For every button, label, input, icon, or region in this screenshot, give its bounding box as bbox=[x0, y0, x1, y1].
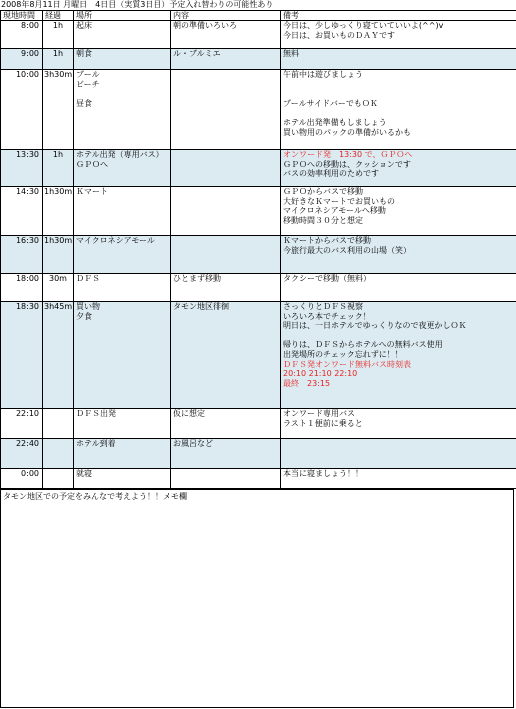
table-row bbox=[1, 274, 516, 302]
header-duration: 経過 bbox=[43, 11, 74, 21]
row-content: 仮に想定 bbox=[171, 409, 281, 439]
schedule-table bbox=[0, 10, 516, 489]
remarks-text: Ｋマートからバスで移動 今旅行最大のバス利用の山場（笑） bbox=[283, 236, 411, 255]
row-time: 13:30 bbox=[1, 150, 43, 187]
header-time: 現地時間 bbox=[1, 11, 43, 21]
page-title: 2008年8月11日 月曜日 4日目（実質3日目）予定入れ替わりの可能性あり bbox=[1, 0, 274, 9]
row-duration: 3h30m bbox=[43, 70, 74, 150]
row-time: 9:00 bbox=[1, 49, 43, 70]
remarks-text: タクシーで移動（無料） bbox=[283, 274, 371, 283]
row-remarks bbox=[281, 70, 516, 150]
row-duration bbox=[43, 439, 74, 469]
row-place: マイクロネシアモール bbox=[74, 236, 171, 274]
row-content: ル・ブルミエ bbox=[171, 49, 281, 70]
row-remarks bbox=[281, 302, 516, 409]
row-time: 18:30 bbox=[1, 302, 43, 409]
remarks-text: 午前中は遊びましょう プールサイドバーでもＯＫ ホテル出発準備もしましょう 買い物用のパックの準備がいるかも bbox=[283, 70, 411, 137]
row-time: 22:10 bbox=[1, 409, 43, 439]
remarks-red-text: オンワード発 13:30 で、ＧＰＯへ bbox=[283, 150, 413, 159]
header-remarks: 備考 bbox=[281, 11, 516, 21]
row-time: 16:30 bbox=[1, 236, 43, 274]
row-content bbox=[171, 187, 281, 236]
row-place: ＤＦＳ出発 bbox=[74, 409, 171, 439]
row-remarks bbox=[281, 49, 516, 70]
row-content: ひとまず移動 bbox=[171, 274, 281, 302]
row-time: 14:30 bbox=[1, 187, 43, 236]
row-content: タモン地区徘徊 bbox=[171, 302, 281, 409]
row-duration: 30m bbox=[43, 274, 74, 302]
row-content bbox=[171, 70, 281, 150]
row-remarks bbox=[281, 150, 516, 187]
table-row bbox=[1, 187, 516, 236]
row-duration: 3h45m bbox=[43, 302, 74, 409]
memo-area[interactable] bbox=[0, 489, 514, 708]
row-duration: 1h30m bbox=[43, 187, 74, 236]
remarks-text: 今日は、少しゆっくり寝ていていいよ(^^)v 今日は、お買いものＤＡＹです bbox=[283, 21, 444, 40]
row-place: Ｋマート bbox=[74, 187, 171, 236]
row-duration: 1h30m bbox=[43, 236, 74, 274]
table-row bbox=[1, 150, 516, 187]
row-duration: 1h bbox=[43, 21, 74, 49]
row-place: ＤＦＳ bbox=[74, 274, 171, 302]
row-place: 起床 bbox=[74, 21, 171, 49]
remarks-text: 無料 bbox=[283, 49, 299, 58]
memo-label: タモン地区での予定をみんなで考えよう！！メモ欄 bbox=[3, 492, 187, 501]
table-row bbox=[1, 469, 516, 489]
row-time: 10:00 bbox=[1, 70, 43, 150]
table-row bbox=[1, 70, 516, 150]
row-duration bbox=[43, 469, 74, 489]
row-duration: 1h bbox=[43, 49, 74, 70]
row-remarks bbox=[281, 469, 516, 489]
row-remarks bbox=[281, 409, 516, 439]
header-content: 内容 bbox=[171, 11, 281, 21]
table-row bbox=[1, 49, 516, 70]
row-remarks bbox=[281, 439, 516, 469]
row-place: プール ビーチ 昼食 bbox=[74, 70, 171, 150]
remarks-text: ＧＰＯからバスで移動 大好きなＫマートでお買いもの マイクロネシアモールへ移動 移動時間３０分と想定 bbox=[283, 187, 395, 225]
row-time: 18:00 bbox=[1, 274, 43, 302]
row-place: 朝食 bbox=[74, 49, 171, 70]
row-content bbox=[171, 236, 281, 274]
row-time: 0:00 bbox=[1, 469, 43, 489]
row-remarks bbox=[281, 21, 516, 49]
table-row bbox=[1, 302, 516, 409]
row-place: 買い物 夕食 bbox=[74, 302, 171, 409]
row-place: ホテル出発（専用バス）ＧＰＯへ bbox=[74, 150, 171, 187]
table-header-row bbox=[1, 11, 516, 21]
table-row bbox=[1, 409, 516, 439]
remarks-text: さっくりとＤＦＳ視察 いろいろ本でチェック！ 明日は、一日ホテルでゆっくりなので夜更かしＯＫ 帰りは、ＤＦＳからホテルへの無料バス使用 出発場所のチェック忘れずに！！ bbox=[283, 302, 467, 359]
row-place: 就寝 bbox=[74, 469, 171, 489]
row-remarks bbox=[281, 187, 516, 236]
row-content bbox=[171, 150, 281, 187]
table-row bbox=[1, 236, 516, 274]
row-content: お風呂など bbox=[171, 439, 281, 469]
remarks-red-text: ＤＦＳ発オンワード無料バス時刻表 20:10 21:10 22:10 最終 23:15 bbox=[283, 359, 411, 388]
row-time: 8:00 bbox=[1, 21, 43, 49]
table-row bbox=[1, 439, 516, 469]
remarks-text: 本当に寝ましょう！！ bbox=[283, 469, 363, 478]
row-time: 22:40 bbox=[1, 439, 43, 469]
row-content: 朝の準備いろいろ bbox=[171, 21, 281, 49]
row-content bbox=[171, 469, 281, 489]
row-remarks bbox=[281, 236, 516, 274]
row-place: ホテル到着 bbox=[74, 439, 171, 469]
row-duration: 1h bbox=[43, 150, 74, 187]
table-row bbox=[1, 21, 516, 49]
remarks-text: ＧＰＯへの移動は、クッションです バスの効率利用のためです bbox=[283, 159, 411, 179]
header-place: 場所 bbox=[74, 11, 171, 21]
row-remarks bbox=[281, 274, 516, 302]
row-duration bbox=[43, 409, 74, 439]
remarks-text: オンワード専用バス ラスト１便前に乗ると bbox=[283, 409, 363, 428]
